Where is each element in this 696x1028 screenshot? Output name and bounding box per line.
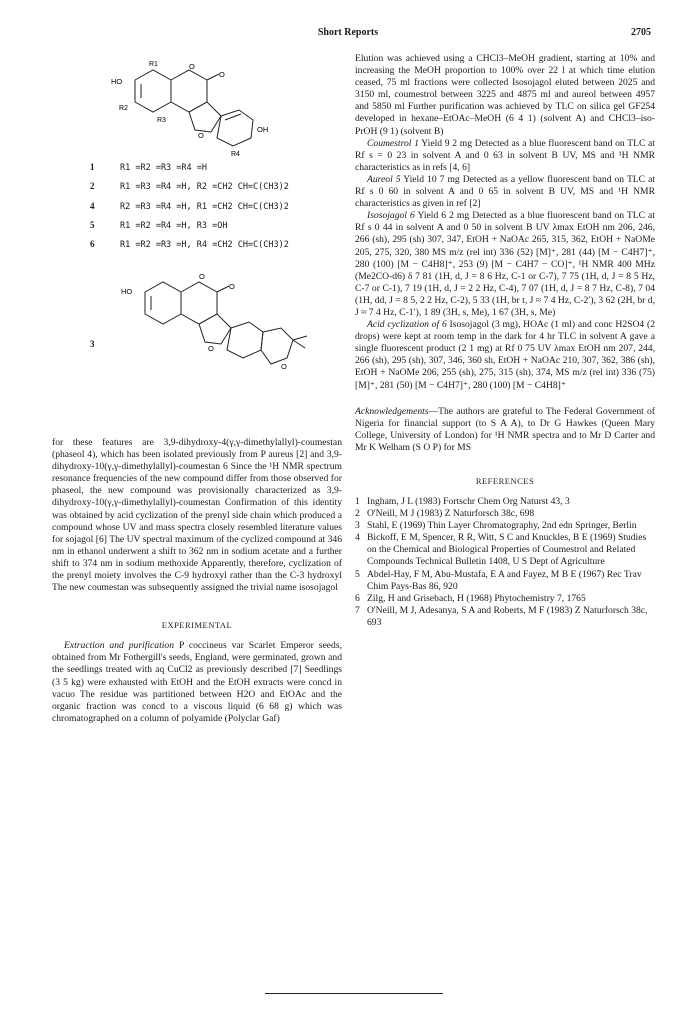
reference-list [355, 496, 655, 629]
compound-entry [90, 240, 330, 250]
running-header-title: Short Reports [317, 27, 379, 38]
coumestan-structure-figure [95, 60, 325, 160]
isosojagol-paragraph [355, 210, 655, 319]
compound-entry [90, 163, 330, 173]
reference-text: Zilg, H and Grisebach, H (1968) Phytochemistry 7, 1765 [367, 592, 586, 604]
aureol-text: Yield 10 7 mg Detected as a yellow fluorescent band on TLC at Rf s 0 60 in solvent A and 0 65 in solvent B UV, MS and ¹H NMR characteristics as given in ref [2] [355, 173, 655, 210]
bottom-divider [265, 993, 443, 994]
aureol-lead: Aureol 5 [367, 173, 401, 185]
furan-o-label: O [208, 344, 214, 353]
compound-substituents: R2 =R3 =R4 =H, R1 =CH2 CH=C(CH3)2 [120, 202, 289, 212]
reference-number: 3 [355, 520, 360, 532]
extraction-paragraph [52, 640, 342, 725]
reference-item [355, 593, 655, 605]
reference-text: Ingham, J L (1983) Fortschr Chem Org Naturst 43, 3 [367, 496, 570, 507]
r4-label: R4 [231, 151, 240, 158]
acid-cyclization-paragraph [355, 319, 655, 392]
acknowledgements-text: —The authors are grateful to The Federal Government of Nigeria for financial support (to S A A), to Dr G Hawkes (Queen Mary College, University of London) for ¹H NMR spectra and to Mr D Carter and Mr K Welham (S O P) for MS [355, 405, 655, 453]
reference-item [355, 605, 655, 629]
right-text-column [355, 53, 655, 629]
carbonyl-o-label: O [219, 70, 225, 79]
reference-number: 1 [355, 496, 360, 507]
compound-entry [90, 182, 330, 192]
furan-o-label: O [198, 131, 204, 140]
reference-number: 7 [355, 604, 360, 616]
compound-substituents: R1 =R3 =R4 =H, R2 =CH2 CH=C(CH3)2 [120, 182, 289, 192]
carbonyl-o-label: O [229, 282, 235, 291]
reference-number: 6 [355, 592, 360, 604]
reference-text: Abdel-Hay, F M, Abu-Mustafa, E A and Fayez, M B E (1967) Rec Trav Chim Pays-Bas 86, 920 [367, 568, 642, 592]
ring-o-label: O [189, 62, 195, 71]
acid-cyclization-text: Isosojagol (3 mg), HOAc (1 ml) and conc H2SO4 (2 drops) were kept at room temp in the dark for 4 hr TLC in solvent A gave a single fluorescent product (2 1 mg) at Rf 0 75 UV λmax EtOH nm 207, 244, 266 (sh), 295 (sh), 307, 346, 360 sh, EtOH + NaOAc 210, 307, 362, 386 (sh), EtOH + NaOMe 206, 255 (sh), 275, 315 (sh), 374, MS m/z (rel int) 336 (75) [M]⁺, 281 (50) [M − C4H7]⁺, 280 (100) [M − C4H8]⁺ [355, 319, 655, 391]
compound-entry [90, 202, 330, 212]
reference-item [355, 508, 655, 520]
reference-text: Stahl, E (1969) Thin Layer Chromatography, 2nd edn Springer, Berlin [367, 520, 637, 532]
left-text-column [52, 437, 342, 725]
coumestrol-paragraph [355, 138, 655, 174]
compound-number: 1 [90, 162, 95, 172]
page-number: 2705 [631, 27, 651, 38]
extraction-lead: Extraction and purification [64, 640, 175, 652]
reference-item [355, 569, 655, 593]
discussion-paragraph: for these features are 3,9-dihydroxy-4(γ,γ-dimethylallyl)-coumestan (phaseol 4), which has been isolated previously from P aureus [2] and 3,9-dihydroxy-10(γ,γ-dimethylallyl)-coumestan 6 Since the ¹H NMR spectrum resonance frequencies of the new compound differ from those observed for phaseol, the new compound was provisionally characterized as 3,9-dihydroxy-10(γ,γ-dimethylallyl)-coumestan Confirmation of this identity was obtained by acid cyclization of the prenyl side chain which produced a compound whose UV and mass spectra closely resembled literature values for sojagol [6] The UV spectral maximum of the cyclized compound at 346 nm in ethanol underwent a shift to 362 nm in sodium acetate and a further shift to 374 nm in sodium methoxide Apparently, therefore, cyclization of the prenyl moiety involves the C-9 hydroxyl rather than the C-3 hydroxyl The new coumestan was subsequently assigned the trivial name isosojagol [52, 437, 342, 594]
pyran-o-label: O [281, 362, 287, 371]
reference-text: O'Neill, M J (1983) Z Naturforsch 38c, 698 [367, 508, 535, 520]
acid-cyclization-lead: Acid cyclization of 6 [367, 319, 447, 331]
reference-text: Bickoff, E M, Spencer, R R, Witt, S C and Knuckles, B E (1969) Studies on the Chemical and Biological Properties of Coumestrol and Related Compounds Technical Bulletin 1408, U S Dept of Agriculture [367, 532, 647, 568]
reference-text: O'Neill, M J, Adesanya, S A and Roberts, M F (1983) Z Naturforsch 38c, 693 [367, 604, 648, 628]
isosojagol-lead: Isosojagol 6 [367, 210, 415, 222]
experimental-heading: EXPERIMENTAL [161, 620, 233, 631]
compound-number: 5 [90, 220, 95, 230]
r2-label: R2 [119, 105, 128, 112]
compound-number: 6 [90, 239, 95, 249]
ho-label: HO [111, 77, 123, 86]
compound-number: 3 [90, 339, 95, 349]
r1-label: R1 [149, 61, 158, 68]
reference-item [355, 496, 655, 508]
elution-paragraph: Elution was achieved using a CHCl3–MeOH gradient, starting at 10% and increasing the MeOH proportion to 100% over 22 l at which time elution ceased, 75 ml fractions were collected Isosojagol eluted between 2025 and 3150 ml, coumestrol between 3225 and 4875 ml and aureol between 4957 and 5850 ml Further purification was achieved by TLC on silica gel GF254 developed in hexane–EtOAc–MeOH (6 4 1) (solvent A) and CHCl3–iso-PrOH (9 1) (solvent B) [355, 53, 655, 137]
ring-o-label: O [199, 272, 205, 281]
coumestan-structure-drawing [95, 60, 325, 160]
extraction-text: P coccineus var Scarlet Emperor seeds, obtained from Mr Fothergill's seeds, England, were germinated, grown and the seedlings treated with aq CuCl2 as previously described [7] Seedlings (3 5 kg) were exhausted with EtOH and the EtOH extracts were concd in vacuo The residue was partitioned between H2O and EtOAc and the organic fraction was concd to a viscous liquid (6 68 g) which was chromatographed on a column of polyamide (Polyclar Gaf) [52, 640, 342, 724]
reference-number: 2 [355, 508, 360, 520]
ho-label: HO [121, 287, 133, 296]
compound-substituents: R1 =R2 =R3 =R4 =H [120, 163, 207, 173]
compound-number: 4 [90, 201, 95, 211]
isosojagol-text: Yield 6 2 mg Detected as a blue fluorescent band on TLC at Rf s 0 44 in solvent A and 0 50 in solvent B UV λmax EtOH nm 206, 246, 266 (sh), 295 (sh) 307, 347, EtOH + NaOAc 265, 315, 362, EtOH + NaOMe 205, 275, 320, 380 MS m/z (rel int) 336 (52) [M]⁺, 281 (44) [M − C4H7]⁺, 280 (100) [M − C4H8]⁺, 253 (9) [M − C4H7 − CO]⁺, ¹H NMR 400 MHz (Me2CO-d6) δ 7 81 (1H, d, J = 8 6 Hz, C-1 or C-7), 7 75 (1H, d, J = 8 5 Hz, C-7 or C-1), 7 19 (1H, d, J = 2 2 Hz, C-4), 7 07 (1H, d, J = 8 7 Hz, C-8), 7 04 (1H, dd, J = 8 5, 2 2 Hz, C-2), 5 33 (1H, br t, J ≈ 7 4 Hz, C-2′), 3 62 (2H, br d, J ≈ 7 4 Hz, C-1′), 1 89 (3H, s, Me), 1 67 (3H, s, Me) [355, 210, 655, 318]
compound-substituents: R1 =R2 =R4 =H, R3 =OH [120, 221, 228, 231]
cyclized-structure-drawing [95, 270, 325, 380]
compound-entry [90, 221, 330, 231]
oh-label: OH [257, 125, 269, 134]
compound-substituents: R1 =R2 =R3 =H, R4 =CH2 CH=C(CH3)2 [120, 240, 289, 250]
reference-item [355, 520, 655, 532]
compound-number: 2 [90, 181, 95, 191]
coumestrol-lead: Coumestrol 1 [367, 137, 419, 149]
reference-number: 4 [355, 532, 360, 544]
coumestrol-text: Yield 9 2 mg Detected as a blue fluorescent band on TLC at Rf s = 0 23 in solvent A and 0 63 in solvent B UV, MS and ¹H NMR characteristics as in refs [4, 6] [355, 137, 655, 173]
cyclized-structure-figure [95, 270, 325, 380]
r3-label: R3 [157, 117, 166, 124]
reference-item [355, 532, 655, 568]
acknowledgements-paragraph [355, 406, 655, 454]
acknowledgements-lead: Acknowledgements [355, 405, 429, 417]
reference-number: 5 [355, 568, 360, 580]
aureol-paragraph [355, 174, 655, 210]
references-heading: REFERENCES [475, 476, 535, 486]
